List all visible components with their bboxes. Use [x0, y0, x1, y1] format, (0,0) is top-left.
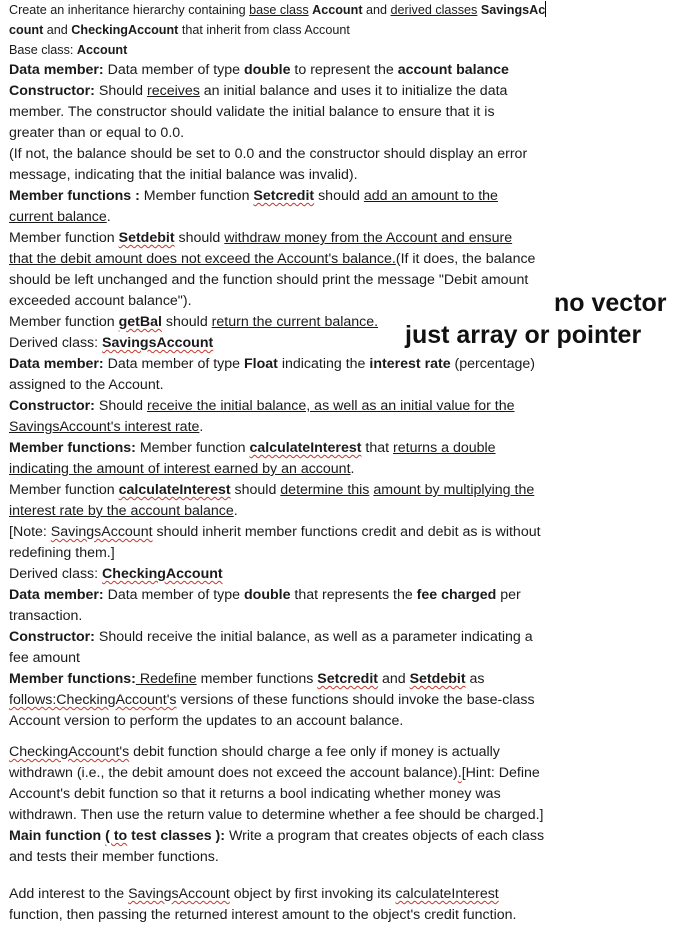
savings-note-cont: redefining them.]: [9, 545, 115, 561]
text: (If it does, the balance: [395, 251, 536, 267]
account-constructor-cont: member. The constructor should validate the initial balance to ensure that it is: [9, 104, 495, 120]
text: Member function: [9, 314, 119, 330]
text: should inherit member functions credit and debit as is without: [152, 524, 541, 540]
text: Constructor:: [9, 629, 95, 645]
text: that represents the: [290, 587, 417, 603]
text: Data member of type: [103, 62, 244, 78]
text: Should: [94, 83, 147, 99]
text: to represent the: [290, 62, 398, 78]
text: Member function: [9, 482, 119, 498]
checking-member-functions-cont: [9, 690, 599, 711]
text: calculateInterest: [249, 440, 362, 456]
setdebit-line-cont: should be left unchanged and the function should print the message "Debit amount: [9, 272, 529, 288]
checking-constructor: [9, 627, 599, 648]
text: SavingsAccount: [128, 886, 230, 902]
text: per: [496, 587, 521, 603]
text: Setcredit: [253, 188, 315, 204]
text: SavingsAccount: [50, 524, 153, 540]
checking-debit-paragraph-cont: [9, 763, 599, 784]
text: double: [243, 587, 291, 603]
text: Setdebit: [118, 230, 175, 246]
text: calculateInterest: [118, 482, 231, 498]
text: Create an inheritance hierarchy containing: [9, 3, 250, 17]
text: Member functions :: [9, 188, 140, 204]
text: SavingsAccount's interest rate: [9, 419, 200, 435]
text: debit function should charge a fee only if money is actually: [129, 744, 500, 760]
savings-member-functions-cont: [9, 459, 599, 480]
checking-data-member: [9, 585, 599, 606]
text: and: [378, 671, 410, 687]
text: [Hint: Define: [461, 765, 540, 781]
text: receives: [146, 83, 200, 99]
text: should: [174, 230, 225, 246]
text: add an amount to the: [363, 188, 498, 204]
text: Member functions:: [9, 671, 136, 687]
text: that inherit from class Account: [178, 23, 350, 37]
text: Base class:: [9, 43, 77, 57]
text: .: [199, 419, 204, 435]
text: SavingsAccount: [102, 335, 214, 351]
text: .: [457, 765, 462, 781]
checking-debit-paragraph: [9, 742, 599, 763]
checking-debit-paragraph-cont: withdrawn. Then use the return value to determine whether a fee should be charged.]: [9, 807, 544, 823]
text: returns a double: [393, 440, 496, 456]
text: Member function: [9, 230, 119, 246]
text: count: [9, 23, 44, 37]
text: indicating the: [277, 356, 370, 372]
text: should: [314, 188, 364, 204]
text: Constructor:: [9, 83, 95, 99]
main-function-line-cont: and tests their member functions.: [9, 849, 219, 865]
text: object by first invoking its: [229, 886, 396, 902]
intro-line-2: [9, 20, 599, 40]
savings-note: [9, 522, 599, 543]
assignment-document: [9, 0, 599, 926]
text: indicating the amount of interest earned by an account: [9, 461, 351, 477]
text: Setdebit: [409, 671, 466, 687]
paragraph-gap: [9, 732, 599, 742]
checking-data-member-cont: transaction.: [9, 608, 83, 624]
text: receive the initial balance, as well as an initial value for the: [146, 398, 515, 414]
text: Derived class:: [9, 566, 103, 582]
text: should: [230, 482, 281, 498]
text: base class: [249, 3, 309, 17]
text: and: [362, 3, 391, 17]
text: an initial balance and uses it to initialize the data: [199, 83, 508, 99]
text: double: [243, 62, 291, 78]
checking-member-functions: [9, 669, 599, 690]
text: withdraw money from the Account and ensure: [224, 230, 513, 246]
account-data-member: [9, 60, 599, 81]
no-vector-note: no vector: [554, 289, 667, 317]
text: Data member:: [9, 356, 104, 372]
text: Float: [243, 356, 278, 372]
intro-line-1: [9, 0, 599, 20]
text: Setcredit: [317, 671, 379, 687]
savings-constructor: [9, 396, 599, 417]
text: interest rate: [369, 356, 451, 372]
text: Main function: [9, 828, 106, 844]
text: withdrawn (i.e., the debit amount does not exceed the account balance): [9, 765, 458, 781]
text: Derived class:: [9, 335, 103, 351]
text: CheckingAccount's: [9, 744, 130, 760]
setdebit-line-cont: exceeded account balance").: [9, 293, 192, 309]
text: calculateInterest: [395, 886, 499, 902]
account-member-functions-cont: [9, 207, 599, 228]
text: fee charged: [416, 587, 497, 603]
text: Member function: [135, 440, 250, 456]
text: Account: [76, 43, 128, 57]
text-cursor: [545, 1, 546, 17]
setdebit-line-cont: [9, 249, 599, 270]
add-interest-paragraph: [9, 884, 599, 905]
savings-data-member: [9, 354, 599, 375]
text: interest rate by the account balance: [9, 503, 234, 519]
checking-debit-paragraph-cont: Account's debit function so that it returns a bool indicating whether money was: [9, 786, 501, 802]
array-pointer-note: just array or pointer: [405, 321, 642, 349]
text: determine this: [280, 482, 370, 498]
text: (percentage): [450, 356, 535, 372]
text: versions of these functions should invoke the base-class: [176, 692, 535, 708]
text: CheckingAccount: [71, 23, 179, 37]
text: Write a program that creates objects of each class: [225, 828, 545, 844]
text: return the current balance.: [211, 314, 379, 330]
savings-constructor-cont: [9, 417, 599, 438]
text: SavingsAc: [480, 3, 546, 17]
add-interest-paragraph-cont: function, then passing the returned interest amount to the object's credit function.: [9, 907, 517, 923]
calculate-interest-line: [9, 480, 599, 501]
text: Account: [312, 3, 363, 17]
text: Data member:: [9, 587, 104, 603]
checking-constructor-cont: fee amount: [9, 650, 80, 666]
text: derived classes: [390, 3, 478, 17]
text: follows:CheckingAccount's: [9, 692, 177, 708]
text: account balance: [397, 62, 509, 78]
text: Member function: [139, 188, 254, 204]
savings-data-member-cont: assigned to the Account.: [9, 377, 164, 393]
text: .: [106, 209, 111, 225]
text: as: [465, 671, 485, 687]
text: Data member:: [9, 62, 104, 78]
account-constructor: [9, 81, 599, 102]
text: CheckingAccount: [102, 566, 223, 582]
checking-member-functions-cont: Account version to perform the updates to an account balance.: [9, 713, 404, 729]
checking-heading: [9, 564, 599, 585]
text: Should: [94, 398, 147, 414]
text: Redefine: [135, 671, 197, 687]
account-constructor-cont: greater than or equal to 0.0.: [9, 125, 185, 141]
account-constructor-cont: message, indicating that the initial balance was invalid).: [9, 167, 358, 183]
text: Data member of type: [103, 356, 244, 372]
savings-member-functions: [9, 438, 599, 459]
text: .: [350, 461, 355, 477]
base-class-heading: [9, 40, 599, 60]
text: Add interest to the: [9, 886, 129, 902]
text: [Note:: [9, 524, 51, 540]
text: getBal: [118, 314, 162, 330]
calculate-interest-line-cont: [9, 501, 599, 522]
text: Member functions:: [9, 440, 136, 456]
text: should: [161, 314, 212, 330]
account-member-functions: [9, 186, 599, 207]
account-constructor-cont: (If not, the balance should be set to 0.0 and the constructor should display an error: [9, 146, 528, 162]
text: that: [361, 440, 394, 456]
paragraph-gap: [9, 868, 599, 884]
text: test classes ):: [127, 828, 226, 844]
main-function-line: [9, 826, 599, 847]
text: member functions: [196, 671, 318, 687]
text: .: [233, 503, 238, 519]
text: amount by multiplying the: [373, 482, 535, 498]
text: that the debit amount does not exceed the Account's balance.: [9, 251, 396, 267]
text: Should receive the initial balance, as well as a parameter indicating a: [94, 629, 533, 645]
text: ( to: [105, 828, 128, 844]
text: current balance: [9, 209, 107, 225]
text: and: [43, 23, 72, 37]
text: Constructor:: [9, 398, 95, 414]
text: Data member of type: [103, 587, 244, 603]
setdebit-line: [9, 228, 599, 249]
